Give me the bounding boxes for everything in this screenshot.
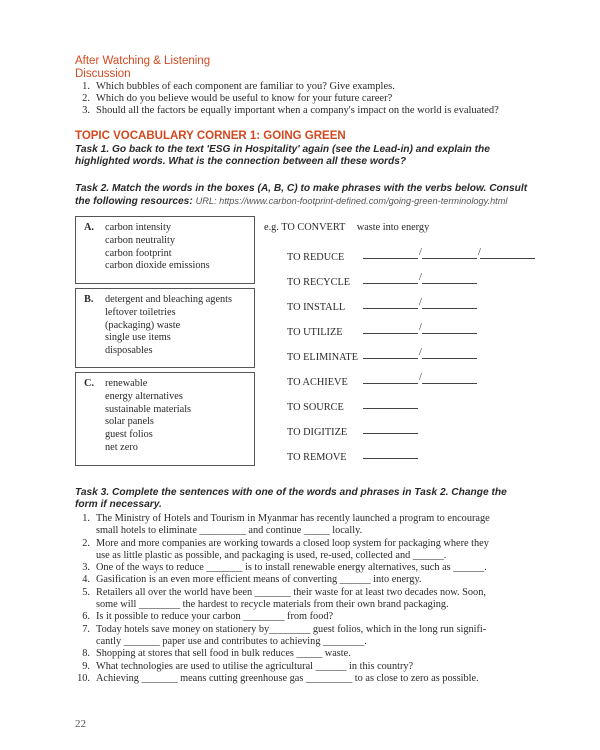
answer-blank[interactable] [422,358,477,359]
task3-sentences [74,513,490,685]
verb-label: TO DIGITIZE [287,427,348,438]
list-item: 5 . Retailers all over the world have been _______ their waste for at least two decades now. Soon, [74,587,490,599]
slash-separator: / [419,272,422,283]
list-item: 8 . Shopping at stores that sell food in bulk reduces _____ waste. [74,648,490,660]
answer-blank[interactable] [363,383,418,384]
word-box-c: C. renewable energy alternatives sustainable materials solar panels guest folios net zero [75,372,255,466]
answer-blank[interactable] [363,408,418,409]
list-item: carbon dioxide emissions [105,260,210,272]
after-watching-title: After Watching & Listening [75,55,211,67]
slash-separator: / [419,297,422,308]
list-item: leftover toiletries [105,306,176,318]
answer-blank[interactable] [363,258,418,259]
page-number: 22 [75,718,86,730]
list-item: energy alternatives [105,390,183,402]
verb-label: TO INSTALL [287,302,346,313]
verb-label: TO ACHIEVE [287,377,348,388]
verb-row [287,247,547,261]
answer-blank[interactable] [480,258,535,259]
list-item: 6 . Is it possible to reduce your carbon ________ from food? [74,611,490,623]
verb-label: TO ELIMINATE [287,352,359,363]
answer-blank[interactable] [363,358,418,359]
list-item: 7 . Today hotels save money on stationery by________ guest folios, which in the long run signifi- [74,624,490,636]
discussion-questions [74,81,499,118]
list-item: sustainable materials [105,403,192,415]
answer-blank[interactable] [422,283,477,284]
list-item: small hotels to eliminate _________ and continue _____ locally. [96,525,363,537]
list-item: some will ________ the hardest to recycle materials from their own brand packaging. [96,599,449,611]
list-item: carbon footprint [105,247,172,259]
slash-separator: / [419,372,422,383]
slash-separator: / [478,247,481,258]
list-item: disposables [105,345,153,357]
resource-url: URL: https://www.carbon-footprint-defined.com/going-green-terminology.html [195,196,508,206]
verb-label: TO REDUCE [287,252,345,263]
verb-row [287,447,547,461]
list-item: net zero [105,441,138,453]
list-item: guest folios [105,429,153,441]
task1-instructions: Task 1. Go back to the text 'ESG in Hospitality' again (see the Lead-in) and explain the highlighted words. What is the connection between all these words? [75,144,490,167]
list-item: carbon intensity [105,222,172,233]
verb-row [287,372,547,386]
answer-blank[interactable] [363,333,418,334]
list-item: carbon neutrality [105,234,176,246]
answer-blank[interactable] [422,383,477,384]
slash-separator: / [419,347,422,358]
list-item: (packaging) waste [105,319,181,331]
answer-blank[interactable] [422,308,477,309]
verb-label: TO UTILIZE [287,327,343,338]
discussion-subtitle: Discussion [75,68,131,80]
slash-separator: / [419,247,422,258]
after-watching-heading [75,55,210,81]
answer-blank[interactable] [363,458,418,459]
verb-row [287,272,547,286]
task3-instructions: Task 3. Complete the sentences with one of the words and phrases in Task 2. Change the form if necessary. [75,487,507,510]
example-row: e.g. TO CONVERT waste into energy [264,222,430,233]
list-item: 1 . Which bubbles of each component are familiar to you? Give examples. [74,81,499,93]
slash-separator: / [419,322,422,333]
verb-row [287,322,547,336]
list-item: 1 . The Ministry of Hotels and Tourism in Myanmar has recently launched a program to encourage [74,513,490,525]
answer-blank[interactable] [422,258,477,259]
list-item: 2 . More and more companies are working towards a closed loop system for packaging where they [74,538,490,550]
list-item: 9 . What technologies are used to utilise the agricultural ______ in this country? [74,661,490,673]
word-box-a: A. carbon intensity carbon neutrality carbon footprint carbon dioxide emissions [75,216,255,284]
list-item: use as little plastic as possible, and packaging is used, re-used, collected and ______. [96,549,447,561]
answer-blank[interactable] [363,283,418,284]
word-box-b: B. detergent and bleaching agents leftover toiletries (packaging) waste single use items disposables [75,288,255,368]
list-item: single use items [105,332,171,344]
verb-row [287,397,547,411]
list-item: 3 . One of the ways to reduce _______ is to install renewable energy alternatives, such as ______. [74,562,490,574]
list-item: detergent and bleaching agents [105,294,233,305]
list-item: renewable [105,378,148,389]
verb-label: TO SOURCE [287,402,344,413]
verb-label: TO RECYCLE [287,277,351,288]
list-item: 4 . Gasification is an even more efficient means of converting ______ into energy. [74,574,490,586]
verb-row [287,347,547,361]
list-item: cantly _______ paper use and contributes to achieving ________. [96,635,367,647]
list-item: 3 . Should all the factors be equally important when a company's impact on the world is evaluated? [74,105,499,117]
list-item: 10 . Achieving _______ means cutting greenhouse gas _________ to as close to zero as possible. [74,673,490,685]
verb-row [287,297,547,311]
answer-blank[interactable] [363,433,418,434]
list-item: 2 . Which do you believe would be useful to know for your future career? [74,93,499,105]
verb-row [287,422,547,436]
list-item: solar panels [105,416,154,428]
verb-label: TO REMOVE [287,452,347,463]
answer-blank[interactable] [422,333,477,334]
vocab-corner-title: TOPIC VOCABULARY CORNER 1: GOING GREEN [75,130,346,142]
task2-instructions: Task 2. Match the words in the boxes (A, B, C) to make phrases with the verbs below. Consult the following resources: URL: https://www.carbon-footprint-defined.com/going-green-terminology.html [75,183,528,207]
answer-blank[interactable] [363,308,418,309]
